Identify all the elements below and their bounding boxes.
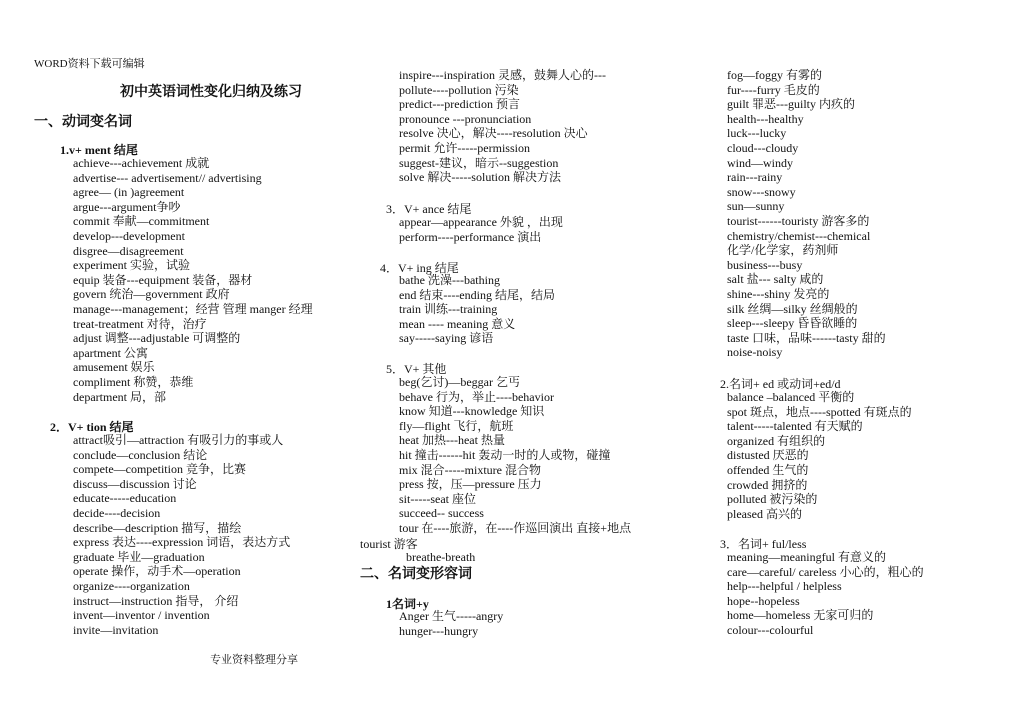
page-footer: 专业资料整理分享 — [210, 654, 298, 666]
list-item: meaning—meaningful 有意义的 — [727, 550, 886, 564]
list-item: discuss—discussion 讨论 — [73, 476, 197, 491]
list-item: shine---shiny 发亮的 — [727, 287, 830, 301]
list-item: adjust 调整---adjustable 可调整的 — [73, 331, 241, 346]
list-item: say-----saying 谚语 — [399, 331, 494, 346]
subheading-v-ing: 4．V+ ing 结尾 — [380, 261, 459, 275]
list-item: amusement 娱乐 — [73, 360, 155, 375]
list-item: help---helpful / helpless — [727, 579, 842, 594]
list-item: Anger 生气-----angry — [399, 609, 504, 623]
list-item: treat-treatment 对待，治疗 — [73, 316, 207, 331]
list-item: invent—inventor / invention — [73, 608, 210, 623]
list-item: taste 口味，品味------tasty 甜的 — [727, 330, 886, 345]
list-item: pleased 高兴的 — [727, 506, 802, 521]
list-item: apartment 公寓 — [73, 345, 148, 360]
list-item: succeed-- success — [399, 506, 484, 521]
document-title: 初中英语词性变化归纳及练习 — [120, 85, 302, 100]
subheading-v-other: 5．V+ 其他 — [386, 362, 447, 376]
subheading-v-ance: 3．V+ ance 结尾 — [386, 202, 472, 216]
list-item: mix 混合-----mixture 混合物 — [399, 462, 541, 477]
list-item: hunger---hungry — [399, 623, 479, 638]
list-item: compliment 称赞，恭维 — [73, 375, 194, 389]
list-item: educate-----education — [73, 491, 177, 506]
list-item: wind—windy — [727, 155, 793, 170]
list-item: operate 操作，动手术—operation — [73, 564, 241, 579]
list-item: mean ---- meaning 意义 — [399, 316, 516, 331]
wrapped-line-tourist: tourist 游客 — [360, 537, 418, 551]
list-item: sleep---sleepy 昏昏欲睡的 — [727, 316, 858, 331]
list-item: argue---argument争吵 — [73, 199, 181, 214]
subheading-noun-y: 1名词+y — [386, 597, 429, 611]
list-item: disgree—disagreement — [73, 243, 184, 258]
list-item: develop---development — [73, 229, 185, 243]
list-item: appear—appearance 外貌 ，出现 — [399, 215, 563, 229]
list-item: know 知道---knowledge 知识 — [399, 404, 545, 419]
list-item: business---busy — [727, 257, 803, 272]
list-item: permit 允许-----permission — [399, 141, 530, 155]
list-item: fur----furry 毛皮的 — [727, 82, 820, 97]
list-item: pollute----pollution 污染 — [399, 82, 519, 97]
list-item: rain---rainy — [727, 170, 783, 185]
list-item: suggest-建议，暗示--suggestion — [399, 155, 559, 170]
list-item: organized 有组织的 — [727, 433, 826, 448]
list-item: hit 撞击------hit 轰动一时的人或物，碰撞 — [399, 448, 611, 462]
list-item: perform----performance 演出 — [399, 229, 542, 244]
list-item: compete—competition 竞争，比赛 — [73, 462, 246, 477]
list-item: tourist------touristy 游客多的 — [727, 214, 870, 228]
list-item: silk 丝绸—silky 丝绸般的 — [727, 301, 858, 316]
list-item: home—homeless 无家可归的 — [727, 608, 874, 623]
section-heading-noun-to-adj: 二、名词变形容词 — [360, 567, 472, 582]
subheading-noun-ful-less: 3．名词+ ful/less — [720, 537, 807, 551]
subheading-noun-ed: 2.名词+ ed 或动词+ed/d — [720, 377, 841, 391]
list-item: salt 盐--- salty 咸的 — [727, 272, 824, 287]
list-item: spot 斑点，地点----spotted 有斑点的 — [727, 404, 912, 419]
list-item: sit-----seat 座位 — [399, 491, 476, 506]
list-item: fly—flight 飞行，航班 — [399, 418, 514, 433]
list-item: solve 解决-----solution 解决方法 — [399, 170, 561, 185]
list-item: graduate 毕业—graduation — [73, 549, 205, 564]
list-item: press 按，压—pressure 压力 — [399, 477, 542, 492]
list-item: chemistry/chemist---chemical — [727, 228, 871, 243]
list-item: tour 在----旅游，在----作巡回演出 直接+地点 — [399, 521, 632, 535]
subheading-v-tion: 2．V+ tion 结尾 — [50, 420, 134, 434]
list-item: department 局，部 — [73, 389, 166, 404]
list-item: hope--hopeless — [727, 593, 800, 608]
list-item: heat 加热---heat 热量 — [399, 433, 505, 448]
list-item: inspire---inspiration 灵感，鼓舞人心的--- — [399, 68, 606, 82]
list-item: bathe 洗澡---bathing — [399, 273, 500, 287]
line-breathe: breathe-breath — [406, 550, 476, 564]
list-item: train 训练---training — [399, 302, 498, 317]
list-item: beg(乞讨)—beggar 乞丐 — [399, 375, 520, 389]
list-item: predict---prediction 预言 — [399, 97, 520, 112]
list-item: noise-noisy — [727, 345, 783, 360]
list-item: commit 奉献—commitment — [73, 214, 210, 229]
list-item: organize----organization — [73, 579, 190, 593]
list-item: fog—foggy 有雾的 — [727, 68, 822, 82]
list-item: decide----decision — [73, 506, 161, 520]
list-item: cloud---cloudy — [727, 141, 799, 155]
list-item: luck---lucky — [727, 126, 787, 141]
list-item: sun—sunny — [727, 199, 785, 214]
list-item: offended 生气的 — [727, 463, 809, 477]
list-item: polluted 被污染的 — [727, 492, 818, 507]
list-item: attract吸引—attraction 有吸引力的事或人 — [73, 433, 284, 447]
list-item: resolve 决心，解决----resolution 决心 — [399, 126, 588, 141]
list-item: 化学/化学家，药剂师 — [727, 243, 839, 258]
list-item: health---healthy — [727, 111, 804, 126]
list-item: crowded 拥挤的 — [727, 477, 808, 492]
list-item: balance –balanced 平衡的 — [727, 390, 855, 404]
list-item: end 结束----ending 结尾，结局 — [399, 287, 555, 302]
list-item: equip 装备---equipment 装备，器材 — [73, 272, 253, 287]
list-item: behave 行为，举止----behavior — [399, 389, 554, 404]
list-item: colour---colourful — [727, 623, 814, 637]
list-item: agree— (in )agreement — [73, 185, 185, 200]
subheading-v-ment: 1.v+ ment 结尾 — [60, 143, 138, 157]
list-item: advertise--- advertisement// advertising — [73, 170, 262, 185]
list-item: manage---management；经营 管理 manger 经理 — [73, 302, 313, 316]
list-item: guilt 罪恶---guilty 内疚的 — [727, 97, 855, 112]
list-item: experiment 实验，试验 — [73, 258, 190, 273]
page-header: WORD资料下载可编辑 — [34, 58, 145, 70]
list-item: achieve---achievement 成就 — [73, 156, 210, 170]
list-item: invite—invitation — [73, 622, 159, 637]
list-item: pronounce ---pronunciation — [399, 111, 532, 126]
list-item: care—careful/ careless 小心的，粗心的 — [727, 564, 924, 579]
list-item: conclude—conclusion 结论 — [73, 447, 208, 462]
list-item: express 表达----expression 词语，表达方式 — [73, 535, 291, 550]
list-item: describe—description 描写，描绘 — [73, 520, 242, 535]
list-item: govern 统治—government 政府 — [73, 287, 230, 302]
list-item: instruct—instruction 指导， 介绍 — [73, 593, 239, 608]
list-item: snow---snowy — [727, 184, 796, 199]
list-item: talent-----talented 有天赋的 — [727, 419, 863, 434]
list-item: distusted 厌恶的 — [727, 448, 809, 463]
section-heading-verb-to-noun: 一、动词变名词 — [34, 115, 132, 130]
